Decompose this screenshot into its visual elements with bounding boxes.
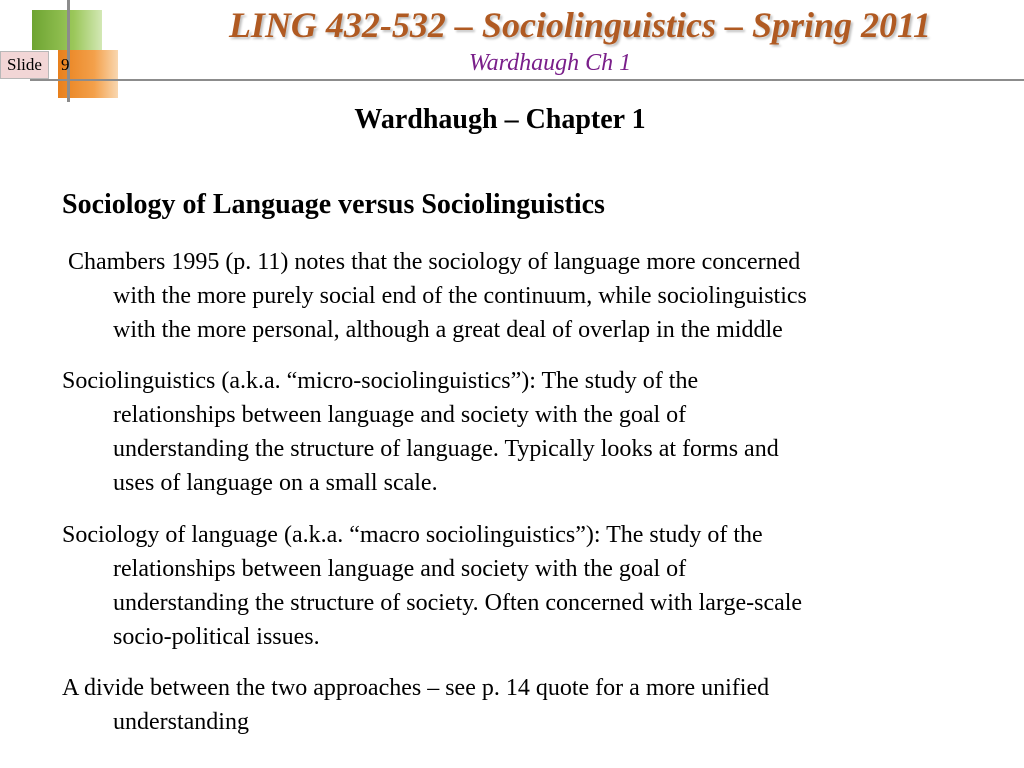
slide-label: Slide bbox=[0, 51, 49, 79]
paragraph-sociology-of-language bbox=[62, 518, 962, 654]
slide-heading: Wardhaugh – Chapter 1 bbox=[354, 104, 646, 135]
paragraph-line: understanding bbox=[113, 709, 249, 735]
course-subtitle: Wardhaugh Ch 1 bbox=[468, 50, 632, 76]
paragraph-line: uses of language on a small scale. bbox=[113, 470, 438, 496]
paragraph-line: socio-political issues. bbox=[113, 624, 320, 650]
paragraph-chambers bbox=[62, 245, 962, 347]
paragraph-divide bbox=[62, 671, 962, 739]
paragraph-line: Sociolinguistics (a.k.a. “micro-sociolinguistics”): The study of the bbox=[62, 368, 699, 394]
paragraph-line: relationships between language and society with the goal of bbox=[113, 402, 687, 428]
paragraph-line: with the more personal, although a great deal of overlap in the middle bbox=[113, 317, 783, 343]
paragraph-line: A divide between the two approaches – see p. 14 quote for a more unified bbox=[62, 675, 770, 701]
paragraph-line: Chambers 1995 (p. 11) notes that the sociology of language more concerned bbox=[68, 249, 801, 275]
slide-number: 9 bbox=[60, 55, 70, 74]
paragraph-line: Sociology of language (a.k.a. “macro sociolinguistics”): The study of the bbox=[62, 522, 763, 548]
section-heading: Sociology of Language versus Sociolinguistics bbox=[62, 189, 605, 220]
decor-horizontal-line bbox=[30, 79, 1024, 81]
paragraph-line: understanding the structure of society. Often concerned with large-scale bbox=[113, 590, 803, 616]
paragraph-sociolinguistics bbox=[62, 364, 962, 500]
slide-number-tag bbox=[0, 50, 69, 80]
course-title: LING 432-532 – Sociolinguistics – Spring 2011 bbox=[228, 5, 932, 45]
paragraph-line: relationships between language and society with the goal of bbox=[113, 556, 687, 582]
paragraph-line: understanding the structure of language. Typically looks at forms and bbox=[113, 436, 779, 462]
paragraph-line: with the more purely social end of the continuum, while sociolinguistics bbox=[113, 283, 807, 309]
